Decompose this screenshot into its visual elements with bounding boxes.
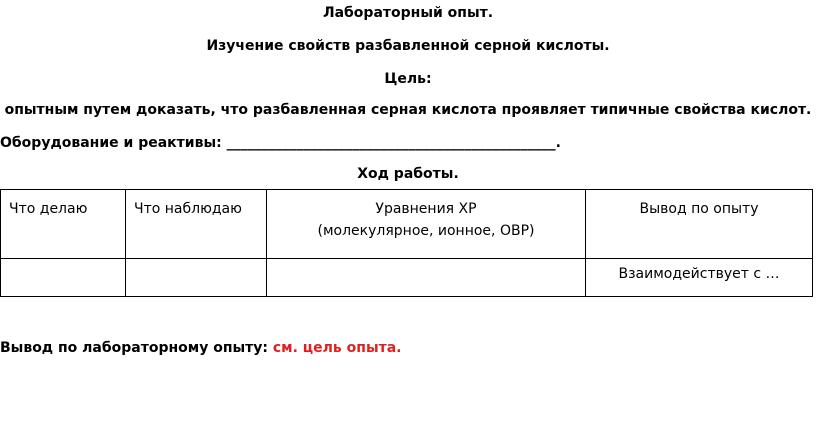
conclusion-line (0, 338, 816, 358)
header-equations-sub: (молекулярное, ионное, ОВР) (317, 223, 535, 239)
procedure-table (0, 189, 813, 297)
doc-subtitle: Изучение свойств разбавленной серной кислоты. (206, 38, 610, 54)
cell-equations (267, 259, 586, 297)
table-row (1, 259, 813, 297)
equipment-blank: _______________________________________________. (226, 135, 561, 151)
header-equations (267, 190, 586, 259)
header-conclusion: Вывод по опыту (586, 190, 813, 259)
doc-heading: Лабораторный опыт. (322, 5, 494, 21)
table-header-row (1, 190, 813, 259)
procedure-title: Ход работы. (357, 166, 459, 182)
header-what-i-do: Что делаю (1, 190, 126, 259)
goal-text: опытным путем доказать, что разбавленная серная кислота проявляет типичные свойства кислот. (4, 102, 812, 118)
equipment-line (0, 133, 816, 153)
cell-what-i-do (1, 259, 126, 297)
cell-what-i-observe (126, 259, 267, 297)
conclusion-value: см. цель опыта. (272, 340, 402, 356)
cell-conclusion: Взаимодействует с … (586, 259, 813, 297)
conclusion-label: Вывод по лабораторному опыту: (0, 340, 268, 356)
goal-label: Цель: (384, 71, 432, 87)
header-equations-title: Уравнения ХР (375, 201, 477, 217)
header-what-i-observe: Что наблюдаю (126, 190, 267, 259)
equipment-label: Оборудование и реактивы: (0, 135, 222, 151)
